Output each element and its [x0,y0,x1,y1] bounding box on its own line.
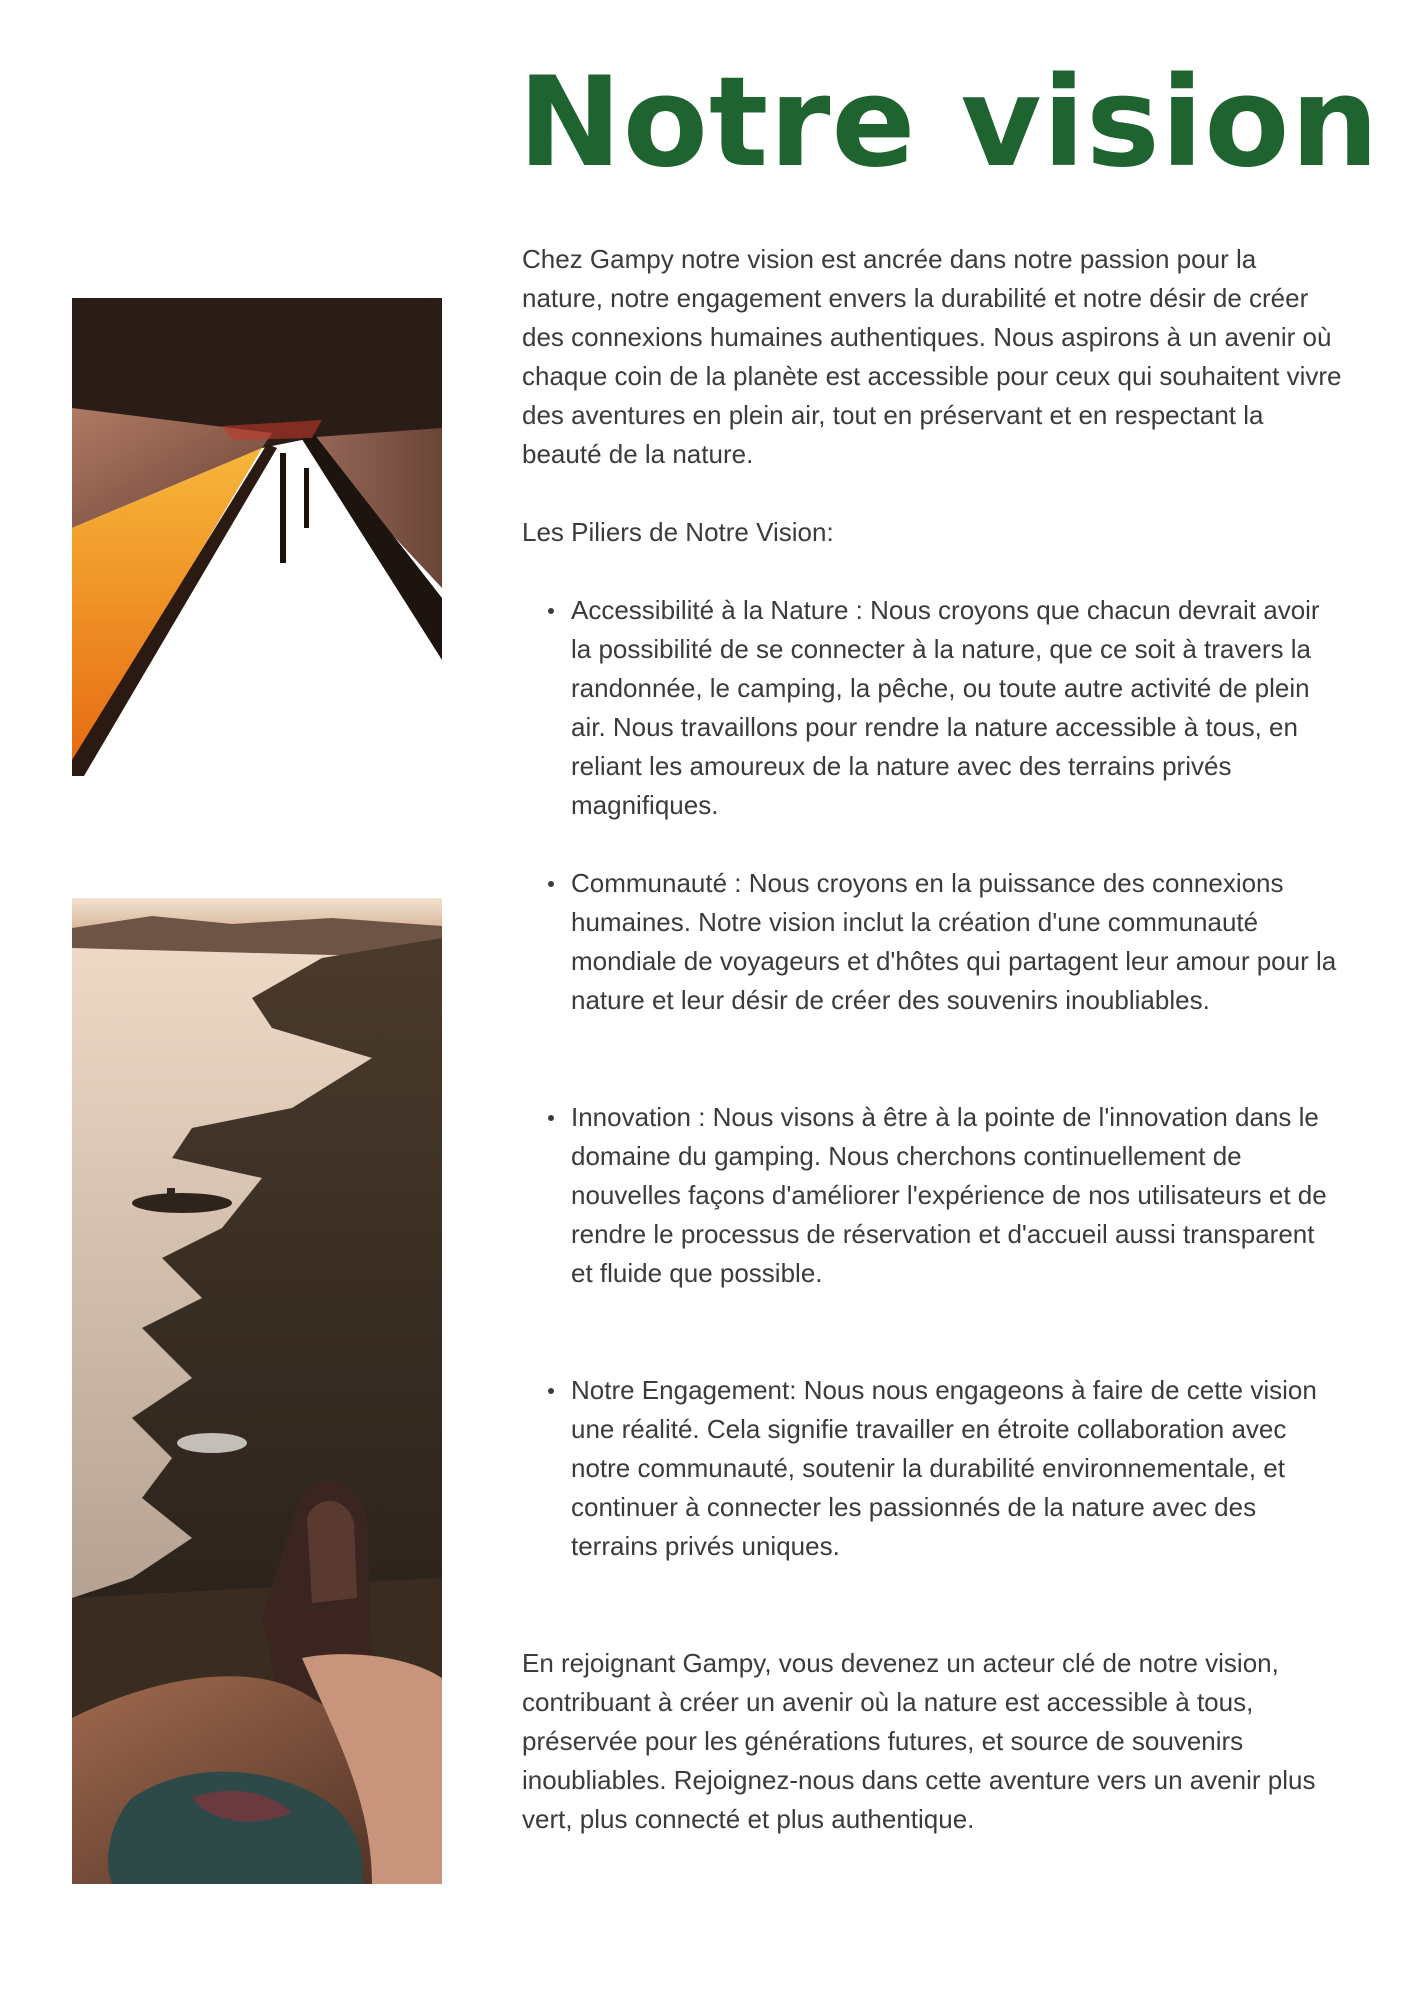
vision-content [522,240,1342,1839]
list-item [522,1371,1342,1566]
pillar-text: Innovation : Nous visons à être à la pointe de l'innovation dans le domaine du gamping. Nous cherchons continuellement de nouvelles façons d'améliorer l'expérience de nos utilisateurs et de rendre le processus de réservation et d'accueil aussi transparent et fluide que possible. [571,1102,1327,1288]
page-title: Notre vision [518,51,1380,195]
pillar-text: Accessibilité à la Nature : Nous croyons que chacun devrait avoir la possibilité de se connecter à la nature, que ce soit à travers la randonnée, le camping, la pêche, ou toute autre activité de plein air. Nous travaillons pour rendre la nature accessible à tous, en reliant les amoureux de la nature avec des terrains privés magnifiques. [571,595,1320,820]
lakeside-boots-photo [72,898,442,1884]
pillar-text: Communauté : Nous croyons en la puissance des connexions humaines. Notre vision inclut la création d'une communauté mondiale de voyageurs et d'hôtes qui partagent leur amour pour la nature et leur désir de créer des souvenirs inoubliables. [571,868,1337,1015]
closing-paragraph: En rejoignant Gampy, vous devenez un acteur clé de notre vision, contribuant à créer un avenir où la nature est accessible à tous, préservée pour les générations futures, et source de souvenirs inoubliables. Rejoignez-nous dans cette aventure vers un avenir plus vert, plus connecté et plus authentique. [522,1648,1316,1834]
pillar-text: Notre Engagement: Nous nous engageons à faire de cette vision une réalité. Cela signifie travailler en étroite collaboration avec notre communauté, soutenir la durabilité environnementale, et continuer à connecter les passionnés de la nature avec des terrains privés uniques. [571,1375,1317,1561]
pillars-heading: Les Piliers de Notre Vision: [522,517,834,547]
intro-paragraph: Chez Gampy notre vision est ancrée dans notre passion pour la nature, notre engagement envers la durabilité et notre désir de créer des connexions humaines authentiques. Nous aspirons à un avenir où chaque coin de la planète est accessible pour ceux qui souhaitent vivre des aventures en plein air, tout en préservant et en respectant la beauté de la nature. [522,244,1342,469]
bullet-icon [548,608,554,614]
tent-interior-photo [72,298,442,776]
bullet-icon [548,1115,554,1121]
list-item [522,864,1342,1020]
bullet-icon [548,1388,554,1394]
bullet-icon [548,881,554,887]
pillars-list [522,591,1342,1566]
list-item [522,591,1342,825]
list-item [522,1098,1342,1293]
